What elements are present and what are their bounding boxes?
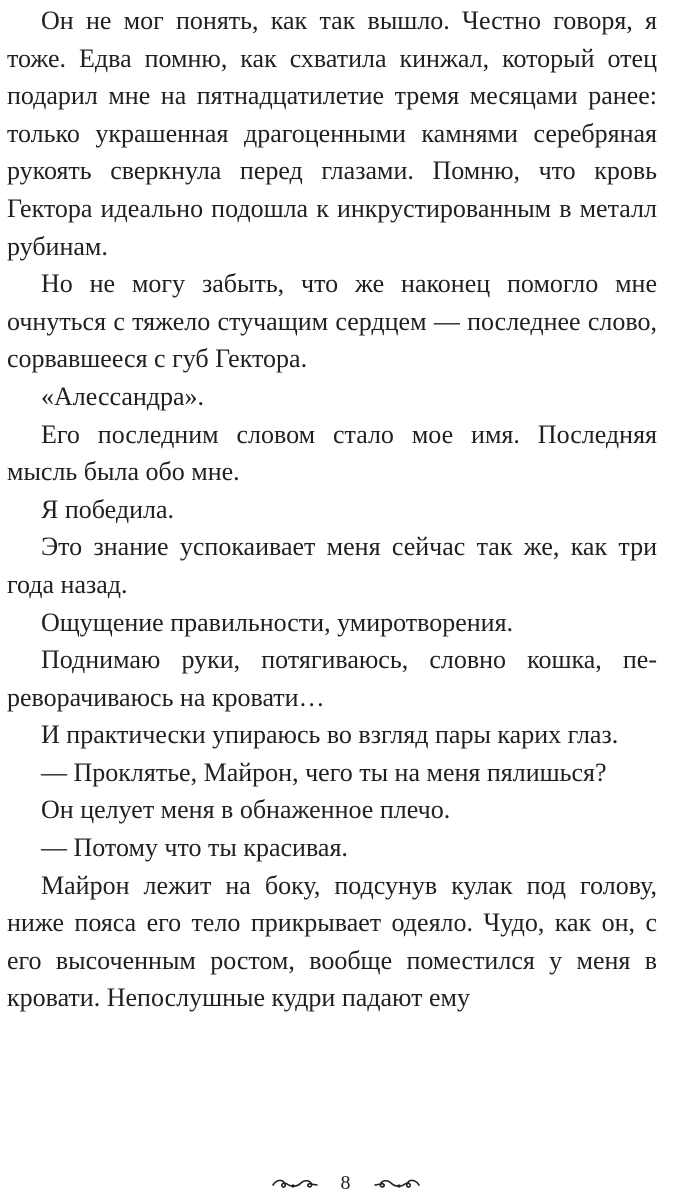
paragraph: Но не могу забыть, что же наконец помогло мне очнуться с тяжело стучащим сердцем — последнее слово, сорвавшееся с губ Гектора. bbox=[7, 269, 657, 374]
paragraph: — Потому что ты красивая. bbox=[41, 833, 348, 863]
page-footer bbox=[0, 1168, 691, 1198]
paragraph: Это знание успокаивает меня сейчас так же, как три года назад. bbox=[7, 532, 657, 599]
paragraph: Майрон лежит на боку, подсунув кулак под голову, ниже пояса его тело прикрывает одеяло. Чудо, как он, с его высоченным ростом, вообще поместился у меня в кровати. Непослушные кудри падают ему bbox=[7, 870, 657, 1013]
paragraph: Он целует меня в обнаженное плечо. bbox=[41, 795, 451, 825]
flourish-ornament-icon bbox=[373, 1175, 421, 1191]
page-body-text bbox=[7, 2, 657, 1017]
paragraph: Он не мог понять, как так вышло. Честно говоря, я тоже. Едва помню, как схватила кинжал, который отец подарил мне на пятнадцатилетие тремя месяцами ранее: только украшенная драгоценными камнями серебряная рукоять сверкнула перед глазами. Помню, что кровь Гектора идеально подошла к инкрустированным в металл рубинам. bbox=[7, 6, 657, 261]
paragraph: И практически упираюсь во взгляд пары карих глаз. bbox=[41, 720, 619, 750]
paragraph: Поднимаю руки, потягиваюсь, словно кошка, переворачиваюсь на кровати… bbox=[7, 645, 657, 712]
flourish-ornament-icon bbox=[271, 1175, 319, 1191]
paragraph: — Проклятье, Майрон, чего ты на меня пялишься? bbox=[41, 757, 607, 787]
paragraph: Я победила. bbox=[41, 494, 174, 524]
page-number: 8 bbox=[340, 1172, 351, 1194]
paragraph: «Алессандра». bbox=[41, 381, 205, 411]
paragraph: Ощущение правильности, умиротворения. bbox=[41, 607, 514, 637]
paragraph: Его последним словом стало мое имя. Последняя мысль была обо мне. bbox=[7, 419, 657, 487]
